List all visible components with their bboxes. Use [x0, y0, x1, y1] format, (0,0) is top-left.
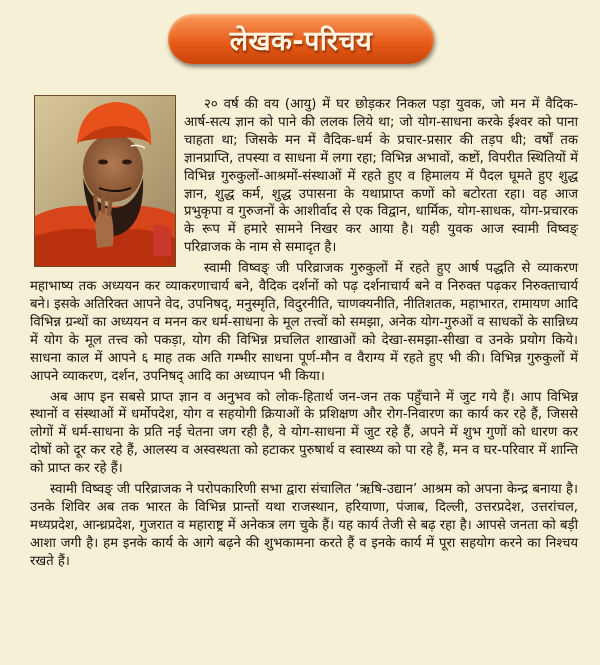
bio-paragraph-4: स्वामी विष्वङ् जी परिव्राजक ने परोपकारिणी सभा द्वारा संचालित ‘ऋषि-उद्यान’ आश्रम को अपना केन्द्र बनाया है। उनके शिविर अब तक भारत के विभिन्न प्रान्तों यथा राजस्थान, हरियाणा, पंजाब, दिल्ली, उत्तरप्रदेश, उत्तरांचल, मध्यप्रदेश, आन्ध्रप्रदेश, गुजरात व महाराष्ट्र में अनेकत्र लग चुके हैं। यह कार्य तेजी से बढ़ रहा है। आपसे जनता को बड़ी आशा जगी है। हम इनके कार्य के आगे बढ़ने की शुभकामना करते हैं व इनके कार्य में पूरा सहयोग करने का निश्चय रखते हैं। [30, 482, 578, 569]
photo-spacer [30, 96, 184, 272]
title-banner [168, 14, 434, 64]
page-title: लेखक-परिचय [229, 25, 373, 57]
author-bio [30, 96, 578, 571]
bio-paragraph-1: २० वर्ष की वय (आयु) में घर छोड़कर निकल पड़ा युवक, जो मन में वैदिक-आर्ष-सत्य ज्ञान को पाने की ललक लिये था; जो योग-साधना करके ईश्वर को पाना चाहता था; जिसके मन में वैदिक-धर्म के प्रचार-प्रसार की तड़प थी; वर्षों तक ज्ञानप्राप्ति, तपस्या व साधना में लगा रहा; विभिन्न अभावों, कष्टों, विपरीत स्थितियों में विभिन्न गुरुकुलों-आश्रमों-संस्थाओं में रहते हुए व हिमालय में पैदल घूमते हुए शुद्ध ज्ञान, शुद्ध कर्म, शुद्ध उपासना के यथाप्राप्त कणों को बटोरता रहा। वह आज प्रभुकृपा व गुरुजनों के आशीर्वाद से एक विद्वान, धार्मिक, योग-साधक, योग-प्रचारक के रूप में हमारे सामने निखर कर आया है। यही युवक आज स्वामी विष्वङ् परिव्राजक के नाम से समादृत है। [184, 97, 578, 256]
bio-paragraph-3: अब आप इन सबसे प्राप्त ज्ञान व अनुभव को लोक-हितार्थ जन-जन तक पहुँचाने में जुट गये हैं। आप विभिन्न स्थानों व संस्थाओं में धर्मोपदेश, योग व सहयोगी क्रियाओं के प्रशिक्षण और रोग-निवारण का कार्य कर रहे हैं, जिससे लोगों में धर्म-साधना के प्रति नई चेतना जग रही है, वे योग-साधना में जुट रहे हैं, अपने में शुभ गुणों को धारण कर दोषों को दूर कर रहे हैं, आलस्य व अस्वस्थता को हटाकर पुरुषार्थ व स्वास्थ्य को पा रहे हैं, मन व घर-परिवार में शान्ति को प्राप्त कर रहे हैं। [30, 389, 578, 477]
bio-paragraph-2: स्वामी विष्वङ् जी परिव्राजक गुरुकुलों में रहते हुए आर्ष पद्धति से व्याकरण महाभाष्य तक अध्ययन कर व्याकरणाचार्य बने, वैदिक दर्शनों को पढ़ दर्शनाचार्य बने व निरुक्त पढ़कर निरुक्ताचार्य बने। इसके अतिरिक्त आपने वेद, उपनिषद्, मनुस्मृति, विदुरनीति, चाणक्यनीति, नीतिशतक, महाभारत, रामायण आदि विभिन्न ग्रन्थों का अध्ययन व मनन कर धर्म-साधना के मूल तत्त्वों को समझा, अनेक योग-गुरुओं व साधकों के सान्निध्य में योग के मूल तत्त्व को पकड़ा, योग की विभिन्न प्रचलित शाखाओं को देखा-समझा-सीखा व उनके प्रयोग किये। साधना काल में आपने ६ माह तक अति गम्भीर साधना पूर्ण-मौन व वैराग्य में रहते हुए भी की। विभिन्न गुरुकुलों में आपने व्याकरण, दर्शन, उपनिषद् आदि का अध्यापन भी किया। [30, 261, 578, 384]
